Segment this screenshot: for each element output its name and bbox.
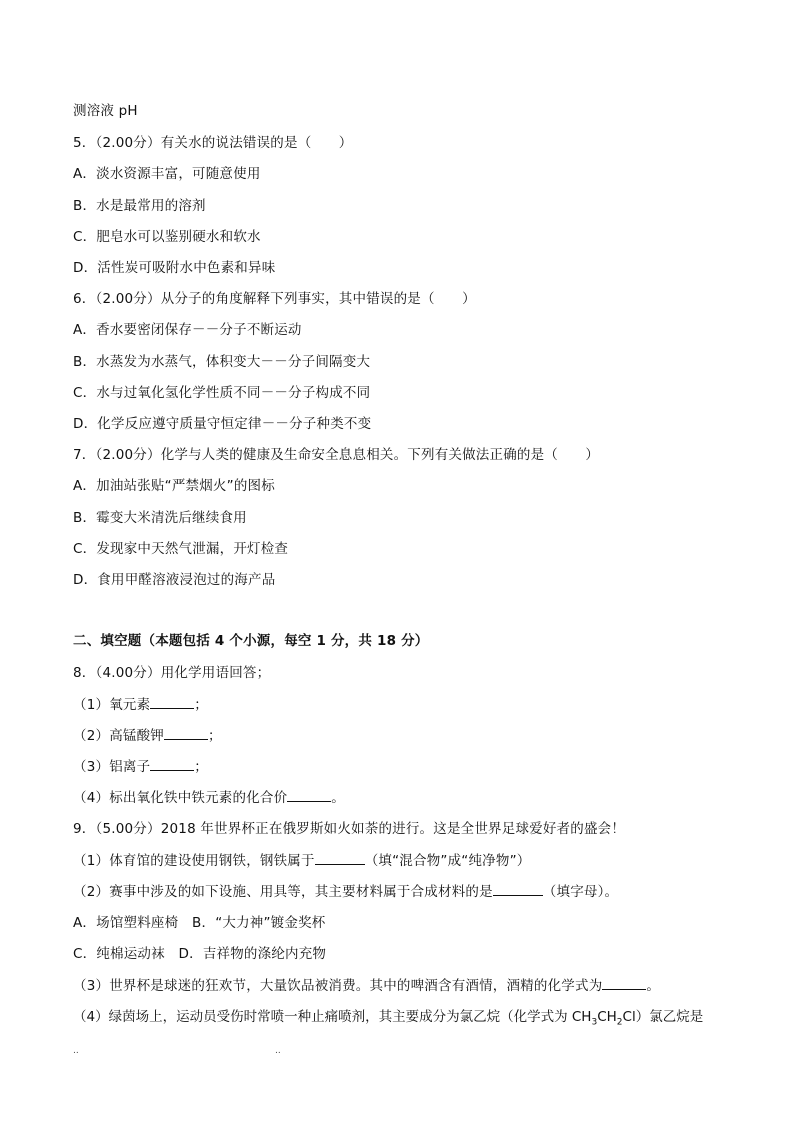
- question-8-part-4: （4）标出氧化铁中铁元素的化合价 。: [73, 790, 345, 806]
- answer-blank: [150, 696, 194, 709]
- answer-blank: [315, 852, 365, 865]
- question-6-option-a: A．香水要密闭保存－－分子不断运动: [73, 322, 302, 338]
- question-6-stem: 6．（2.00分）从分子的角度解释下列事实，其中错误的是（ ）: [73, 291, 476, 307]
- question-9-part-4: （4）绿茵场上，运动员受伤时常喷一种止痛喷剂，其主要成分为氯乙烷（化学式为 $CH_3CH_2Cl$）氯乙烷是: [73, 1009, 704, 1028]
- question-9-options-cd: C．纯棉运动袜 D．吉祥物的涤纶内充物: [73, 946, 327, 962]
- question-7-option-c: C．发现家中天然气泄漏，开灯检查: [73, 541, 289, 557]
- question-8-stem: 8．（4.00分）用化学用语回答；: [73, 665, 271, 681]
- section-title: 二、填空题（本题包括 4 个小源，每空 1 分，共 18 分）: [73, 633, 429, 649]
- question-7-option-b: B．霉变大米清洗后继续食用: [73, 510, 247, 526]
- question-9-stem: 9．（5.00分）2018 年世界杯正在俄罗斯如火如荼的进行。这是全世界足球爱好者的盛会！: [73, 821, 626, 837]
- question-5-option-b: B．水是最常用的溶剂: [73, 198, 206, 214]
- question-8-part-2: （2）高锰酸钾 ；: [73, 728, 222, 744]
- question-9-part-3: （3）世界杯是球迷的狂欢节，大量饮品被消费。其中的啤酒含有酒情，酒精的化学式为 。: [73, 978, 661, 994]
- question-5-option-c: C．肥皂水可以鉴别硬水和软水: [73, 229, 261, 245]
- question-8-part-1: （1）氧元素 ；: [73, 697, 208, 713]
- question-7-option-d: D．食用甲醛溶液浸泡过的海产品: [73, 572, 276, 588]
- footer-mark: ..: [275, 1046, 281, 1056]
- answer-blank: [493, 883, 543, 896]
- text-line: 测溶液 pH: [73, 103, 138, 119]
- question-7-stem: 7．（2.00分）化学与人类的健康及生命安全息息相关。下列有关做法正确的是（ ）: [73, 447, 600, 463]
- question-6-option-c: C．水与过氧化氢化学性质不同－－分子构成不同: [73, 385, 371, 401]
- answer-blank: [150, 758, 194, 771]
- answer-blank: [287, 789, 331, 802]
- question-8-part-3: （3）铝离子 ；: [73, 759, 208, 775]
- answer-blank: [602, 977, 646, 990]
- question-6-option-d: D．化学反应遵守质量守恒定律－－分子种类不变: [73, 416, 372, 432]
- question-9-part-1: （1）体育馆的建设使用钢铁，钢铁属于 （填“混合物”成“纯净物”）: [73, 853, 531, 869]
- question-5-stem: 5．（2.00分）有关水的说法错误的是（ ）: [73, 135, 353, 151]
- question-6-option-b: B．水蒸发为水蒸气，体积变大－－分子间隔变大: [73, 354, 371, 370]
- question-7-option-a: A．加油站张贴“严禁烟火”的图标: [73, 478, 275, 494]
- answer-blank: [164, 727, 208, 740]
- question-5-option-d: D．活性炭可吸附水中色素和异味: [73, 260, 276, 276]
- question-5-option-a: A．淡水资源丰富，可随意使用: [73, 166, 261, 182]
- footer-mark: ..: [73, 1046, 79, 1056]
- question-9-part-2: （2）赛事中涉及的如下设施、用具等，其主要材料属于合成材料的是 （填字母）。: [73, 884, 619, 900]
- question-9-options-ab: A．场馆塑料座椅 B．“大力神”镀金奖杯: [73, 915, 326, 931]
